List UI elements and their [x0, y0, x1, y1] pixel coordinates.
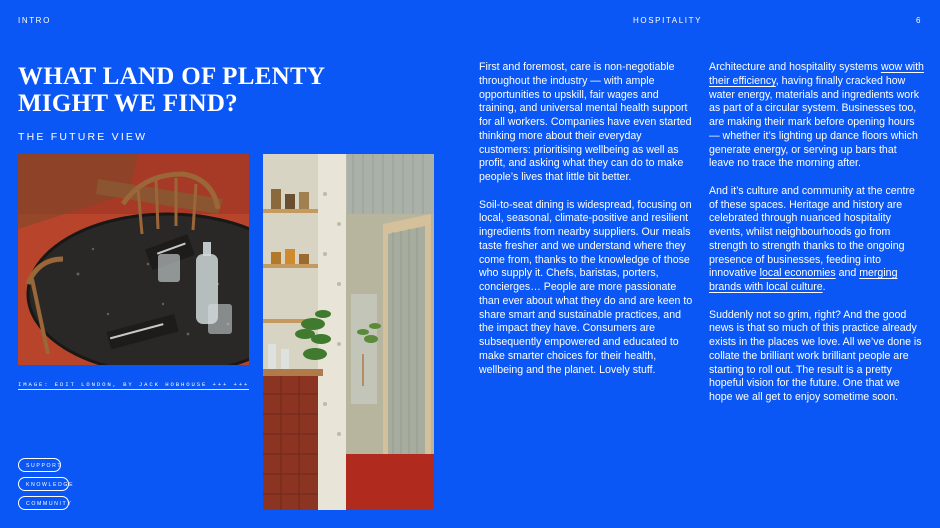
page-title: WHAT LAND OF PLENTY MIGHT WE FIND?: [18, 63, 325, 117]
paragraph-dining: Soil-to-seat dining is widespread, focusing on local, seasonal, climate-positive and resilient ingredients from nearby suppliers. Our meals taste fresher and we understand where they come from, thanks to the knowledge of those who supply it. Chefs, baristas, porters, concierges… People are more passionate than ever about what they do and are keen to share smart and sustainable practices, and the impact they have. Consumers are subsequently empowered and educated to make smarter choices for their health, wellbeing and the planet. Lovely stuff.: [479, 198, 693, 376]
link-efficiency[interactable]: wow with their efficiency: [709, 61, 924, 87]
section-label: INTRO: [18, 16, 51, 25]
tag-community[interactable]: COMMUNITY: [18, 496, 69, 510]
restaurant-doorway-photo: [263, 154, 434, 510]
paragraph-architecture: [709, 61, 924, 171]
text: and: [835, 267, 860, 280]
text: , having finally cracked how water energy, materials and ingredients work as part of a circular system. Businesses too, are making their mark before opening hours — whether it’s lighting up dance floors which generate energy, or serving up bars that leave no trace the morning after.: [709, 74, 920, 170]
body-column-2: [709, 61, 924, 419]
text: And it’s culture and community at the centre of these spaces. Heritage and history are celebrated through nuanced hospitality events, whilst neighbourhoods go from strength to strength thanks to the ongoing presence of businesses, feeding into innovative: [709, 184, 915, 280]
image-credit: IMAGE: EDIT LONDON, BY JACK HOBHOUSE +++ +++: [18, 381, 250, 388]
restaurant-table-photo: [18, 154, 249, 365]
tag-list: [18, 458, 75, 515]
tag-knowledge[interactable]: KNOWLEDGE: [18, 477, 69, 491]
tag-support[interactable]: SUPPORT: [18, 458, 61, 472]
paragraph-care: First and foremost, care is non-negotiable throughout the industry — with ample opportunities to upskill, fair wages and training, and universal mental health support for all workers. Companies have even started thinking more about their everyday customers: prioritising wellbeing as well as profit, and asking what they can do to make people’s lives that little bit better.: [479, 61, 692, 183]
paragraph-community: [709, 185, 924, 295]
body-column-1: [479, 61, 694, 391]
text: .: [822, 281, 826, 293]
link-local-economies[interactable]: local economies: [759, 267, 836, 280]
paragraph-conclusion: Suddenly not so grim, right? And the good news is that so much of this practice already exists in the places we love. All we’ve done is collate the brilliant work brilliant people are starting to roll out. The result is a pretty hopeful vision for the future. One that we hope we all get to enjoy sometime soon.: [709, 308, 922, 403]
text: Architecture and hospitality systems: [709, 61, 881, 73]
page-number: 6: [915, 16, 922, 25]
link-merging-brands[interactable]: merging brands with local culture: [709, 267, 898, 293]
page-subtitle: THE FUTURE VIEW: [18, 131, 148, 143]
chapter-label: HOSPITALITY: [633, 16, 703, 25]
